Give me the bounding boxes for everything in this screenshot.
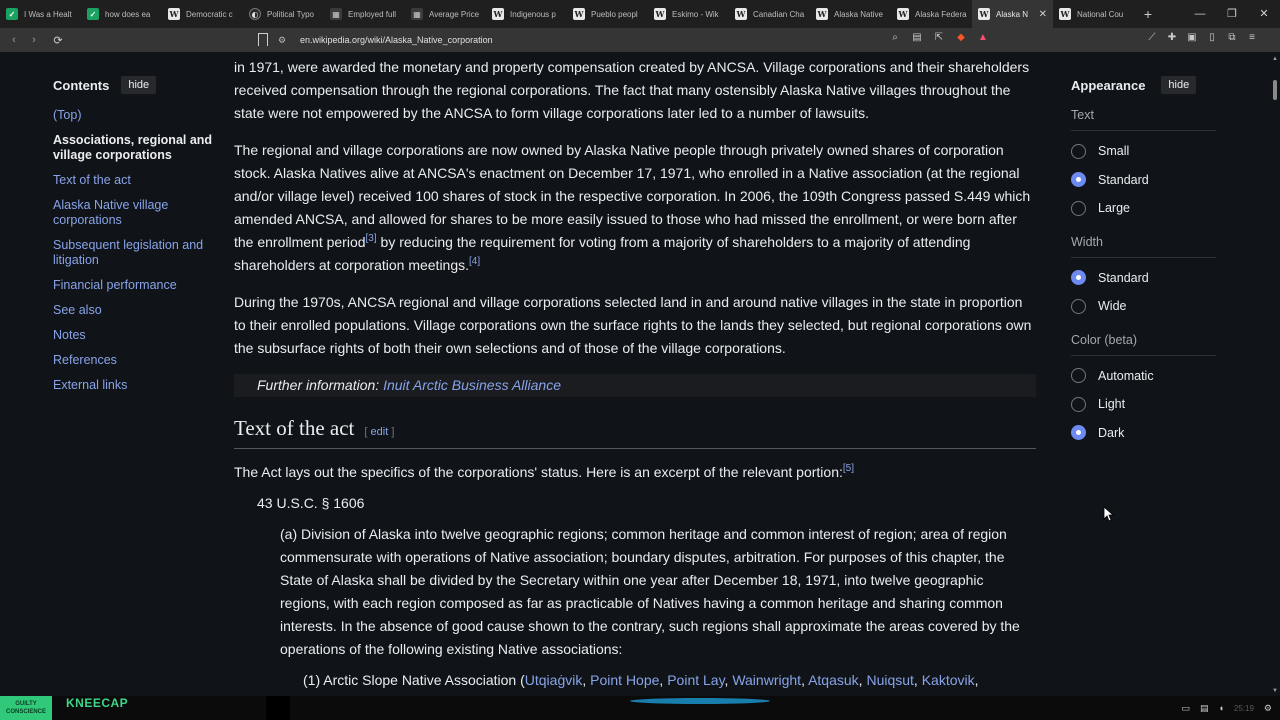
paragraph-text: The Act lays out the specifics of the corporations' status. Here is an excerpt of the relevant portion:	[234, 464, 843, 480]
wikipedia-icon: W	[169, 9, 179, 19]
toc-item[interactable]: References	[53, 353, 117, 367]
system-tray	[1181, 696, 1280, 720]
paragraph: in 1971, were awarded the monetary and property compensation created by ANCSA. Village corporations and their shareholders received compensation through the regional corporations. The fact that many ostensibly Alaska Native villages throughout the state were not empowered by the ANCSA to form village corporations later led to a number of lawsuits.	[234, 59, 1030, 121]
subsection-1-prefix: (1) Arctic Slope Native Association (	[303, 672, 525, 688]
wikipedia-icon: W	[493, 9, 503, 19]
radio-button-icon[interactable]	[1071, 368, 1086, 383]
appearance-hide-button[interactable]: hide	[1161, 76, 1196, 94]
village-link[interactable]: Utqiaġvik	[524, 672, 583, 688]
chat-icon[interactable]: ▭	[1181, 702, 1190, 713]
village-link[interactable]: Nuiqsut	[866, 672, 914, 688]
toc-item[interactable]: Associations, regional and village corporations	[53, 133, 213, 162]
wikipedia-icon: W	[979, 9, 989, 19]
minimize-icon[interactable]: —	[1194, 8, 1206, 20]
browser-tab[interactable]	[648, 0, 729, 28]
browser-tab-bar	[0, 0, 1280, 28]
wikipedia-icon: W	[817, 9, 827, 19]
link-separator: ,	[801, 672, 809, 688]
tab-title: Average Price	[429, 9, 480, 19]
link-separator: ,	[913, 672, 922, 688]
radio-button-icon[interactable]	[1071, 299, 1086, 314]
bookmark-icon[interactable]	[258, 33, 268, 46]
text-size-options	[1071, 143, 1216, 216]
width-option-label: Standard	[1098, 270, 1149, 285]
toc-item[interactable]: External links	[53, 378, 128, 392]
browser-tab[interactable]	[729, 0, 810, 28]
appearance-title: Appearance	[1071, 77, 1146, 93]
village-link[interactable]: Wainwright	[732, 672, 802, 688]
color-option[interactable]	[1071, 396, 1216, 412]
tab-title: how does ea	[105, 9, 151, 19]
browser-tab[interactable]	[1053, 0, 1134, 28]
taskbar	[0, 696, 1280, 720]
radio-button-icon[interactable]	[1071, 144, 1086, 159]
color-option-label: Light	[1098, 397, 1126, 411]
site-favicon-icon: ✓	[6, 8, 18, 20]
tab-title: Alaska Federa	[915, 9, 967, 19]
scroll-thumb[interactable]	[1273, 80, 1277, 100]
menu-icon[interactable]: ≡	[1249, 32, 1255, 43]
site-favicon-icon: ▦	[330, 8, 342, 20]
village-link[interactable]: Kaktovik	[921, 672, 975, 688]
width-label: Width	[1071, 235, 1216, 258]
paragraph	[234, 139, 1036, 277]
link-separator: ,	[724, 672, 733, 688]
radio-button-icon[interactable]	[1071, 172, 1086, 187]
hatnote-link[interactable]: Inuit Arctic Business Alliance	[383, 377, 561, 393]
vpn-icon[interactable]: ⧉	[1228, 32, 1236, 43]
village-link[interactable]: Point Hope	[590, 672, 660, 688]
maximize-icon[interactable]: ❐	[1227, 8, 1237, 20]
table-of-contents	[53, 76, 218, 403]
radio-button-icon[interactable]	[1071, 270, 1086, 285]
link-separator: ,	[858, 672, 867, 688]
wallet-icon[interactable]: ▣	[1187, 32, 1197, 43]
section-edit	[364, 421, 394, 444]
forward-arrow-icon[interactable]: ›	[32, 34, 36, 46]
browser-tab[interactable]	[324, 0, 405, 28]
width-options	[1071, 270, 1216, 315]
toc-item[interactable]: Notes	[53, 328, 86, 342]
tab-title: Eskimo - Wik	[672, 9, 719, 19]
wikipedia-icon: W	[898, 9, 908, 19]
color-option[interactable]	[1071, 368, 1216, 384]
edit-bracket: ]	[388, 426, 395, 438]
text-size-option[interactable]	[1071, 143, 1216, 159]
scroll-down-icon[interactable]: ▼	[1272, 688, 1278, 694]
clock: 25:19	[1233, 703, 1254, 713]
new-tab-button[interactable]: +	[1143, 6, 1153, 22]
site-settings-icon[interactable]: ⚙	[278, 35, 287, 45]
width-option[interactable]	[1071, 298, 1216, 314]
tab-title: Canadian Cha	[753, 9, 805, 19]
zoom-icon[interactable]: ⌕	[892, 32, 898, 43]
toc-title: Contents	[53, 77, 110, 93]
share-icon[interactable]: ⇱	[934, 32, 944, 43]
text-size-option[interactable]	[1071, 200, 1216, 216]
tab-title: Alaska Native	[834, 9, 883, 19]
media-app-name[interactable]: KNEECAP	[66, 696, 129, 710]
tab-title: Alaska N	[996, 9, 1029, 19]
link-separator: ,	[582, 672, 591, 688]
tab-title: I Was a Healt	[24, 9, 72, 19]
back-arrow-icon[interactable]: ‹	[12, 34, 16, 46]
text-size-label: Text	[1071, 108, 1216, 131]
appearance-header	[1071, 76, 1216, 94]
brave-rewards-icon[interactable]: ▲	[978, 32, 988, 43]
hatnote-label: Further information:	[257, 377, 384, 393]
color-label: Color (beta)	[1071, 333, 1216, 356]
toc-item[interactable]: Financial performance	[53, 278, 177, 292]
radio-button-icon[interactable]	[1071, 425, 1086, 440]
village-link[interactable]: Point Lay	[667, 672, 725, 688]
close-window-icon[interactable]: ✕	[1259, 8, 1269, 20]
sidebar-toggle-icon[interactable]: ▯	[1209, 32, 1215, 43]
toc-item[interactable]: Alaska Native village corporations	[53, 198, 169, 227]
radio-button-icon[interactable]	[1071, 201, 1086, 216]
hatnote	[234, 374, 1036, 397]
text-size-option-label: Large	[1098, 201, 1130, 215]
browser-tab[interactable]	[162, 0, 243, 28]
browser-tab[interactable]	[405, 0, 486, 28]
text-size-option-label: Standard	[1098, 172, 1149, 187]
toc-header	[53, 76, 218, 94]
browser-right-tools	[1145, 32, 1259, 43]
close-tab-icon[interactable]: ✕	[1038, 8, 1047, 20]
site-favicon-icon: ✓	[87, 8, 99, 20]
reference-5[interactable]: [5]	[842, 463, 855, 474]
color-option-label: Automatic	[1098, 368, 1154, 383]
reference-4[interactable]: [4]	[469, 256, 481, 267]
edit-link[interactable]: edit	[370, 426, 389, 438]
text-size-option-label: Small	[1098, 144, 1130, 158]
width-option-label: Wide	[1098, 299, 1127, 313]
wikipedia-page	[0, 52, 1270, 696]
section-heading	[234, 417, 1036, 449]
section-title: Text of the act	[234, 416, 355, 440]
url-tools	[888, 32, 990, 43]
width-option[interactable]	[1071, 270, 1216, 286]
toc-list	[53, 108, 218, 393]
paragraph: During the 1970s, ANCSA regional and village corporations selected land in and around native villages in the state in proportion to their enrolled populations. Village corporations own the surface rights to the lands they selected, but regional corporations own the subsurface rights of both their own selections and of those of the village corporations.	[234, 294, 1032, 356]
toc-item[interactable]: See also	[53, 303, 102, 317]
link-separator: ,	[974, 672, 979, 688]
edit-bracket: [	[364, 426, 371, 438]
notes-icon[interactable]: ▤	[1199, 702, 1209, 713]
appearance-panel	[1071, 76, 1216, 453]
color-options	[1071, 368, 1216, 441]
paragraph-text: The regional and village corporations are now owned by Alaska Native people through privately owned shares of corporation stock. Alaska Natives alive at ANCSA's enactment on December 17, 1971, who enrolled in a Native association (at the regional and/or village level) received 100 shares of stock in the respective corporation. In 2006, the 109th Congress passed S.449 which amended ANCSA, and allowed for shares to be more easily issued to those who had missed the enrollment, or were born after the enrollment period	[234, 142, 1031, 250]
usc-citation: 43 U.S.C. § 1606	[257, 495, 365, 511]
taskbar-glow	[630, 698, 770, 704]
settings-gear-icon[interactable]: ⚙	[1263, 702, 1272, 713]
page-scrollbar[interactable]	[1270, 52, 1280, 696]
tab-title: Employed full	[348, 9, 397, 19]
text-size-option[interactable]	[1071, 172, 1216, 188]
paragraph	[234, 461, 1036, 484]
browser-tab[interactable]	[243, 0, 324, 28]
browser-tab[interactable]	[891, 0, 972, 28]
wikipedia-icon: W	[655, 9, 665, 19]
tab-title: Democratic c	[186, 9, 233, 19]
microphone-icon[interactable]: ◖	[1218, 703, 1224, 713]
tab-title: Pueblo peopl	[591, 9, 638, 19]
scroll-up-icon[interactable]: ▲	[1272, 56, 1278, 62]
toc-item[interactable]: Subsequent legislation and litigation	[53, 238, 204, 267]
village-link[interactable]: Atqasuk	[808, 672, 859, 688]
browser-tab[interactable]	[567, 0, 648, 28]
extensions-icon[interactable]: ✚	[1167, 32, 1177, 43]
address-toolbar	[0, 28, 1280, 52]
subsection-a: (a) Division of Alaska into twelve geographic regions; common heritage and common interest of region; area of region commensurate with operations of Native association; boundary disputes, arbitration. For purposes of this chapter, the State of Alaska shall be divided by the Secretary within one year after December 18, 1971, into twelve geographic regions, with each region composed as far as practicable of Natives having a common heritage and sharing common interests. In the absence of good cause shown to the contrary, such regions shall approximate the areas covered by the operations of the following existing Native associations:	[280, 526, 1020, 657]
link-separator: ,	[659, 672, 668, 688]
url-text[interactable]: en.wikipedia.org/wiki/Alaska_Native_corporation	[300, 35, 493, 45]
tab-title: Political Typo	[267, 9, 314, 19]
tab-title: National Cou	[1077, 9, 1124, 19]
leo-icon[interactable]: ⟋	[1148, 32, 1156, 43]
window-controls	[1184, 0, 1280, 28]
browser-tab[interactable]	[0, 0, 81, 28]
reader-mode-icon[interactable]: ▤	[912, 32, 922, 43]
article-content	[234, 56, 1036, 715]
tab-title: Indigenous p	[510, 9, 556, 19]
paragraph-text: by reducing the requirement for voting from a majority of shareholders to a majority of attending shareholders at corporation meetings.	[234, 234, 971, 273]
site-favicon-icon: ▦	[411, 8, 423, 20]
taskbar-block	[266, 696, 290, 720]
browser-tab[interactable]	[81, 0, 162, 28]
tab-strip	[0, 0, 1134, 28]
media-brand-badge[interactable]: GUILTY CONSCIENCE	[0, 696, 52, 720]
brave-shields-icon[interactable]: ◆	[957, 32, 965, 43]
wikipedia-icon: W	[736, 9, 746, 19]
toc-hide-button[interactable]: hide	[121, 76, 156, 94]
reload-icon[interactable]: ⟳	[53, 34, 63, 47]
color-option-label: Dark	[1098, 425, 1125, 440]
site-favicon-icon: ◐	[249, 8, 261, 20]
legal-excerpt	[234, 492, 1036, 715]
browser-tab[interactable]	[486, 0, 567, 28]
reference-3[interactable]: [3]	[365, 233, 377, 244]
radio-button-icon[interactable]	[1071, 397, 1086, 412]
color-option[interactable]	[1071, 425, 1216, 441]
browser-tab[interactable]	[810, 0, 891, 28]
browser-tab[interactable]	[972, 0, 1053, 28]
wikipedia-icon: W	[574, 9, 584, 19]
wikipedia-icon: W	[1060, 9, 1070, 19]
toc-item[interactable]: (Top)	[53, 108, 82, 122]
toc-item[interactable]: Text of the act	[53, 173, 131, 187]
